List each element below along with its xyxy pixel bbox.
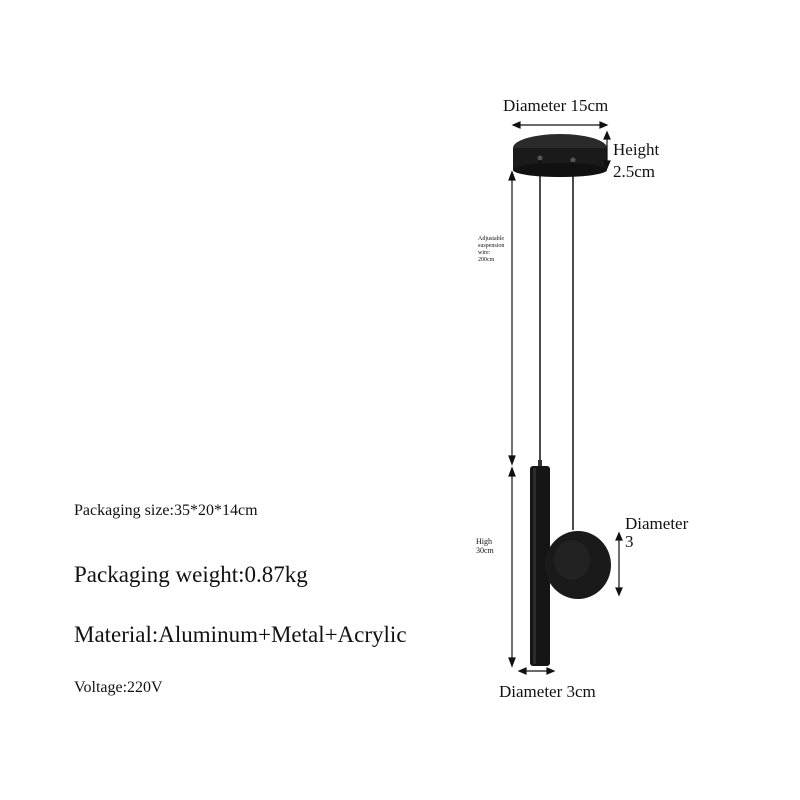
- canopy-height-label-line2: 2.5cm: [613, 162, 656, 181]
- canopy-diameter-arrow: [513, 122, 607, 128]
- disc-diameter-label-line1: Diameter: [625, 514, 689, 533]
- round-disc-lamp: [545, 531, 611, 599]
- ceiling-canopy: [513, 134, 607, 177]
- canopy-height-label: [613, 139, 659, 183]
- canopy-height-label-line1: Height: [613, 140, 660, 159]
- disc-diameter-label: [625, 515, 688, 551]
- tube-height-label-line2: 30cm: [476, 546, 494, 555]
- canopy-diameter-label: Diameter 15cm: [503, 96, 609, 115]
- wire-length-arrow: [509, 172, 515, 464]
- wire-label-line1: Adjustable: [478, 236, 504, 242]
- tube-height-arrow: [509, 468, 515, 666]
- wire-label-line3: wire:: [478, 250, 491, 256]
- disc-diameter-arrow: [616, 533, 622, 595]
- tube-height-label-line1: High: [476, 537, 492, 546]
- packaging-size-text: Packaging size:35*20*14cm: [74, 502, 258, 519]
- disc-diameter-label-line2: 3: [625, 532, 634, 551]
- material-text: Material:Aluminum+Metal+Acrylic: [74, 622, 407, 647]
- tube-height-label: [476, 537, 494, 555]
- wire-label-line2: suspension: [478, 243, 505, 249]
- wire-label-line4: 200cm: [478, 257, 495, 263]
- packaging-weight-text: Packaging weight:0.87kg: [74, 562, 308, 587]
- wire-length-label: [478, 236, 504, 264]
- voltage-text: Voltage:220V: [74, 679, 163, 696]
- tube-diameter-label: Diameter 3cm: [499, 682, 596, 701]
- tube-diameter-arrow: [519, 668, 554, 674]
